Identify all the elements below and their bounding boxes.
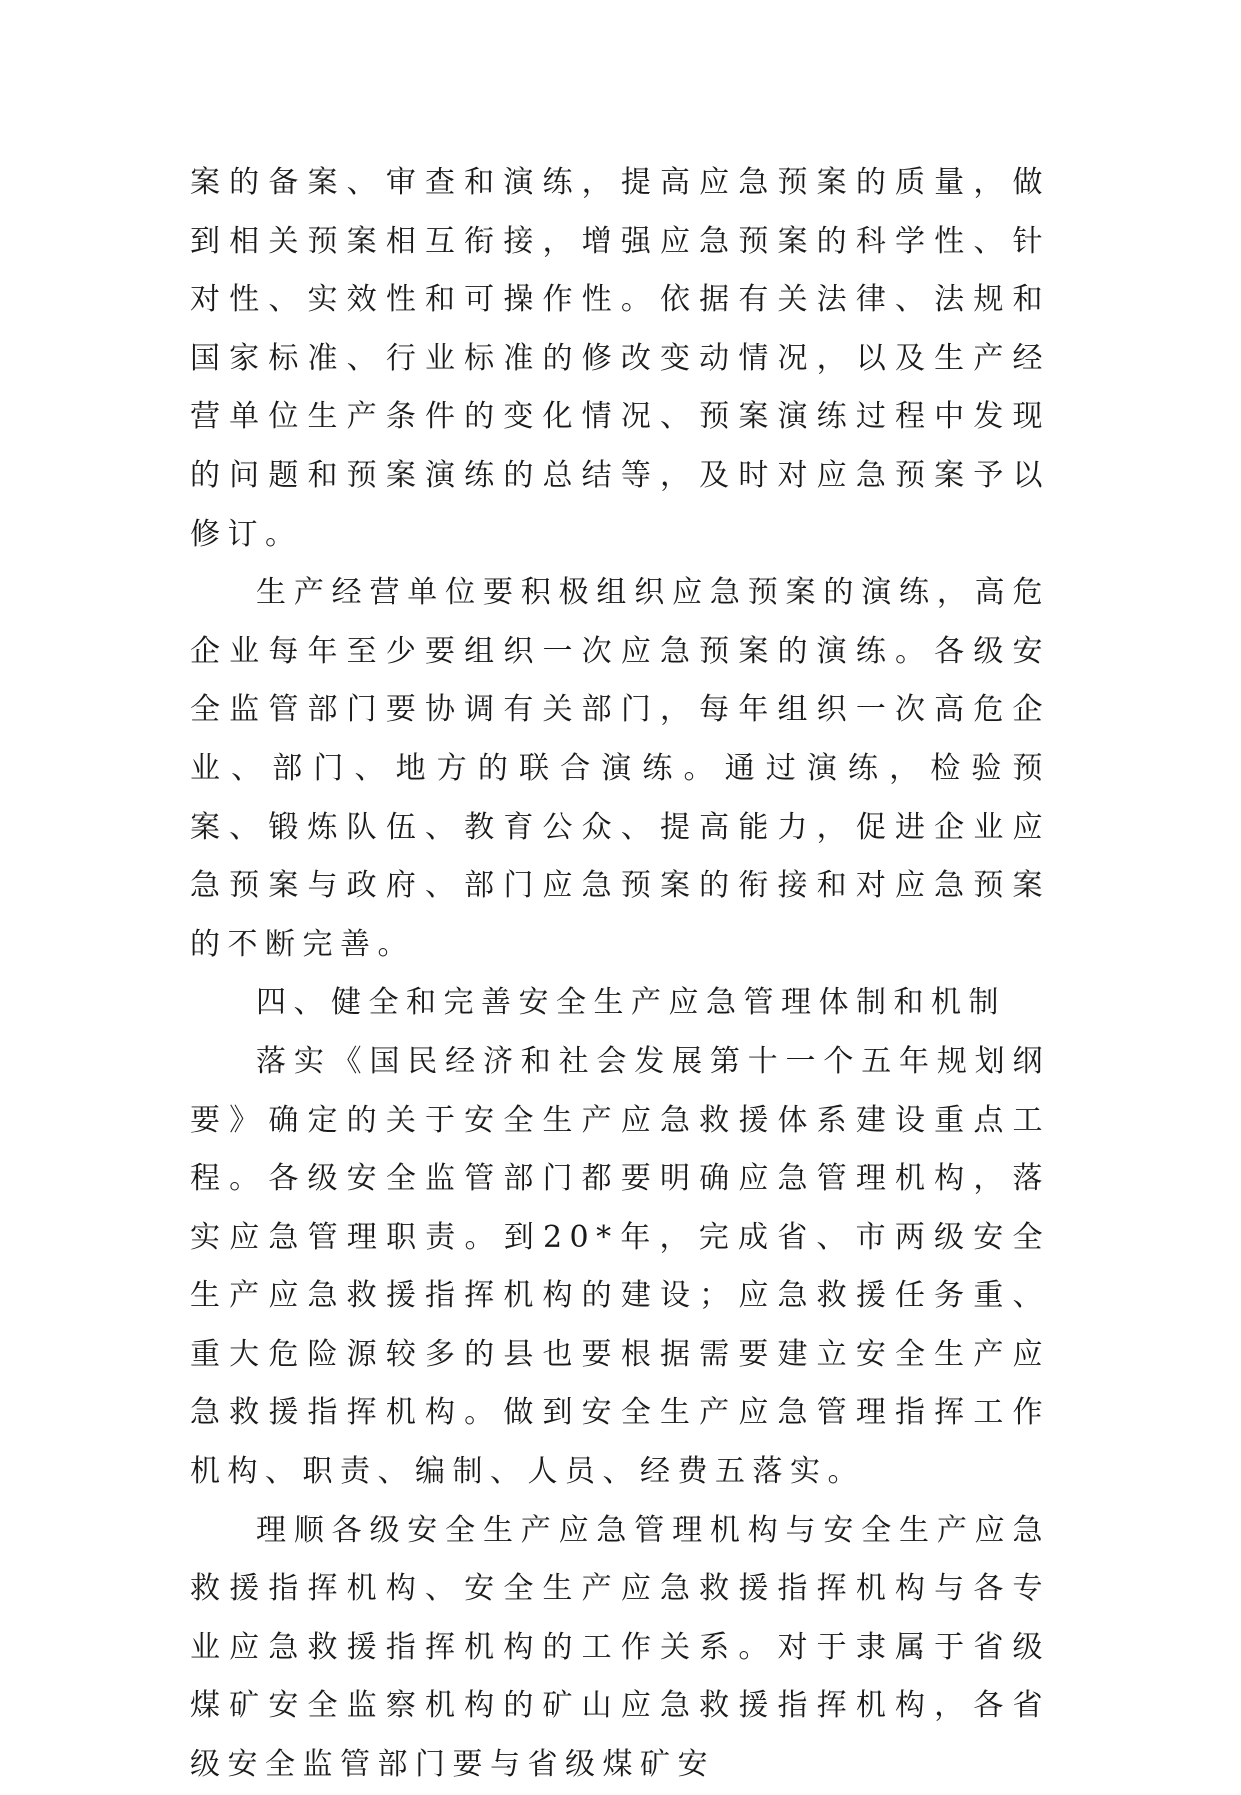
paragraph-plan-revision: 案的备案、审查和演练，提高应急预案的质量，做到相关预案相互衔接，增强应急预案的科学性、针对性、实效性和可操作性。依据有关法律、法规和国家标准、行业标准的修改变动情况，以及生产经营单位生产条件的变化情况、预案演练过程中发现的问题和预案演练的总结等，及时对应急预案予以修订。 — [190, 165, 1050, 552]
paragraph-organize-relations: 理顺各级安全生产应急管理机构与安全生产应急救援指挥机构、安全生产应急救援指挥机构与各专业应急救援指挥机构的工作关系。对于隶属于省级煤矿安全监察机构的矿山应急救援指挥机构，各省级安全监管部门要与省级煤矿安 — [190, 1512, 1050, 1783]
paragraph-plan-drills: 生产经营单位要积极组织应急预案的演练，高危企业每年至少要组织一次应急预案的演练。各级安全监管部门要协调有关部门，每年组织一次高危企业、部门、地方的联合演练。通过演练，检验预案、锻炼队伍、教育公众、提高能力，促进企业应急预案与政府、部门应急预案的衔接和对应急预案的不断完善。 — [190, 575, 1050, 962]
section-heading-four: 四、健全和完善安全生产应急管理体制和机制 — [256, 985, 1006, 1021]
paragraph-implement-outline: 落实《国民经济和社会发展第十一个五年规划纲要》确定的关于安全生产应急救援体系建设重点工程。各级安全监管部门都要明确应急管理机构，落实应急管理职责。到20*年，完成省、市两级安全生产应急救援指挥机构的建设；应急救援任务重、重大危险源较多的县也要根据需要建立安全生产应急救援指挥机构。做到安全生产应急管理指挥工作机构、职责、编制、人员、经费五落实。 — [190, 1043, 1050, 1490]
document-page — [190, 154, 1050, 1795]
